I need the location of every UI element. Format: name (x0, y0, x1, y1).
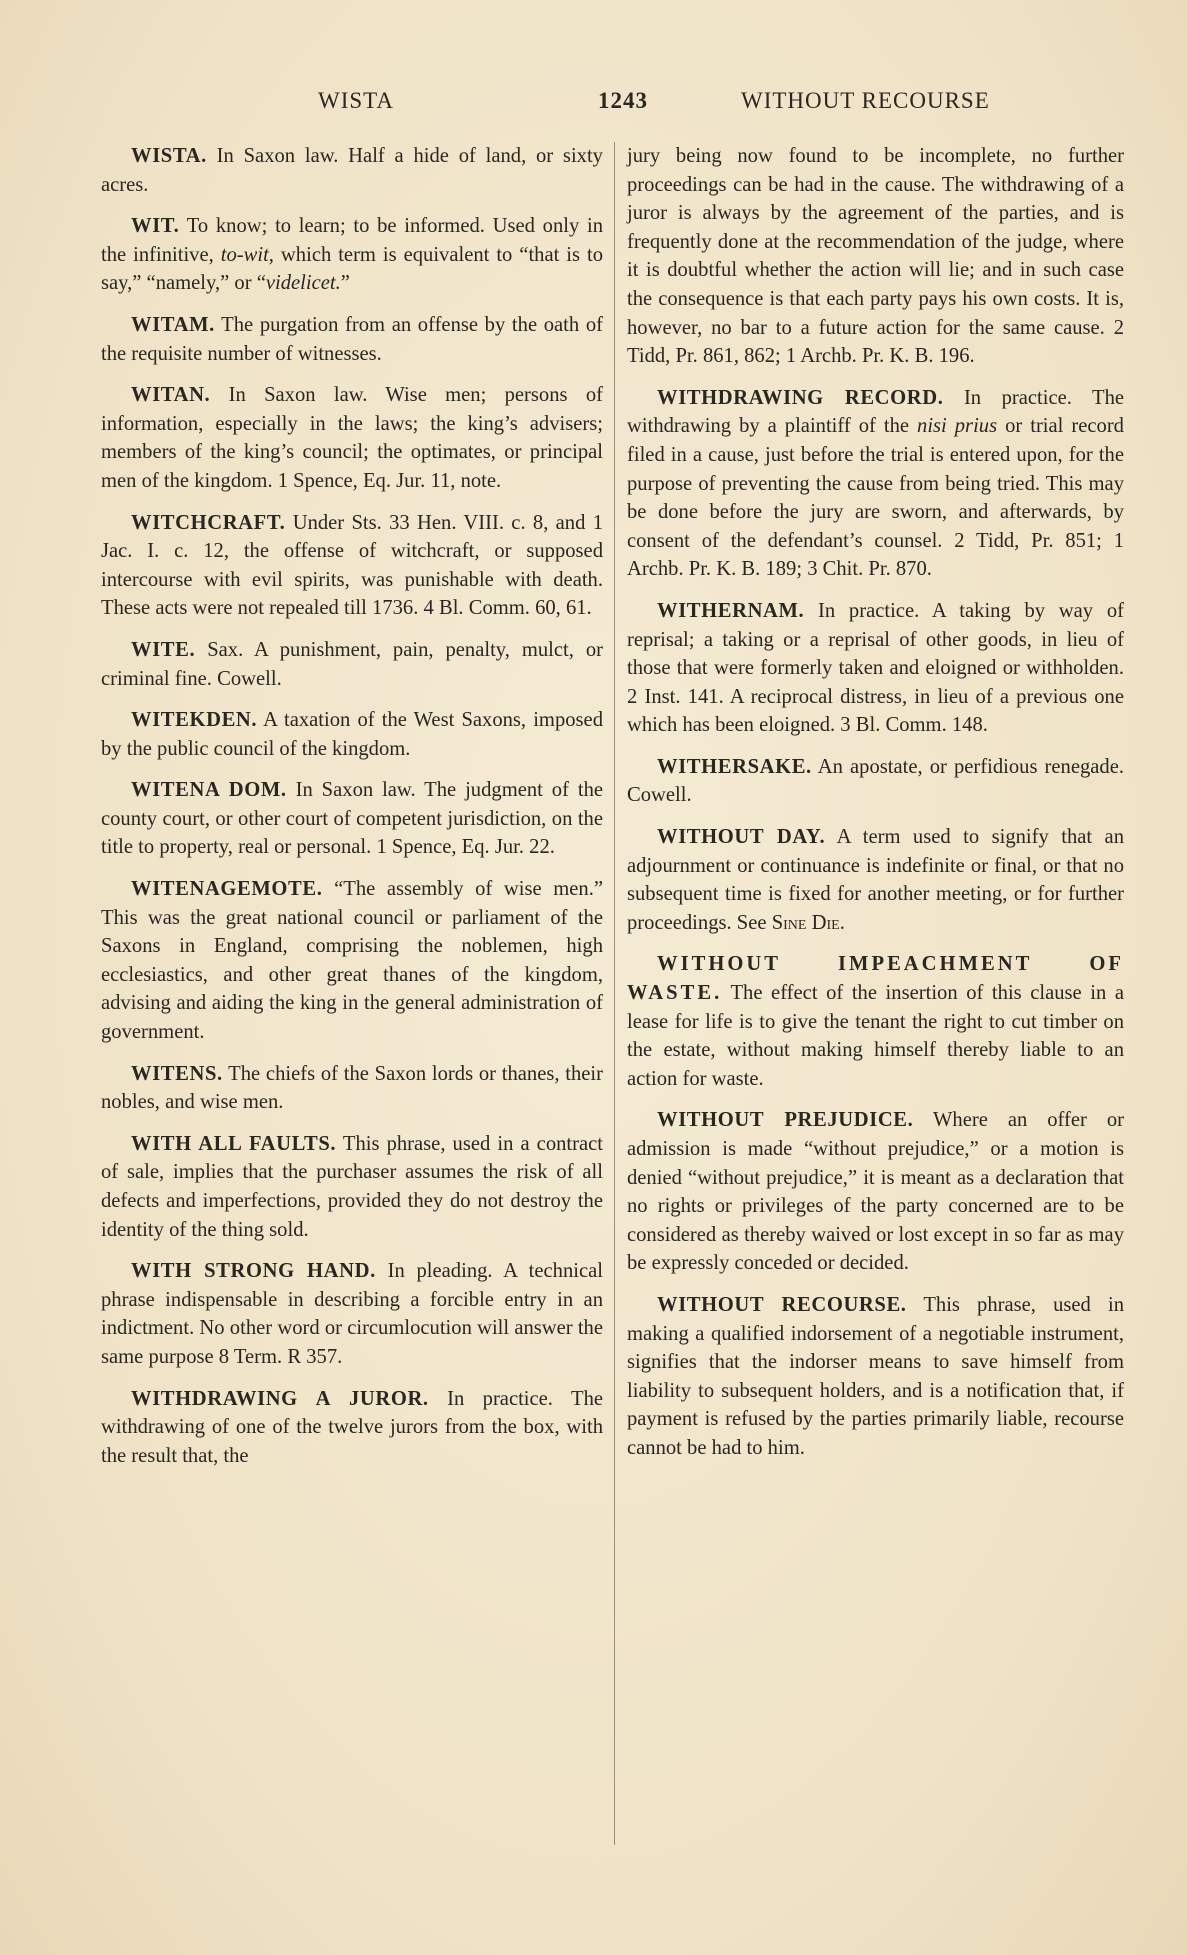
definition: In Saxon law. Wise men; persons of information, especially in the laws; the king’s advisers; members of the king’s council; the optimates, or principal men of the kingdom. 1 Spence, Eq. Jur. 11, note. (101, 384, 603, 492)
entry-without-prejudice (627, 1106, 1124, 1278)
entry-without-impeachment-of-waste (627, 950, 1124, 1093)
entry-witenagemote (101, 875, 603, 1047)
headword: WITHOUT DAY. (657, 826, 826, 849)
definition: In pleading. A technical phrase indispensable in describing a forcible entry in an indictment. No other word or circumlocution will answer the same purpose 8 Term. R 357. (101, 1260, 603, 1368)
definition: A term used to signify that an adjournment or continuance is indefinite or final, or that no subsequent time is fixed for another meeting, or for further proceedings. See (627, 826, 1124, 934)
definition: This phrase, used in making a qualified indorsement of a negotiable instrument, signifies that the indorser means to save himself from liability to subsequent holders, and is a notification that, if payment is refused by the parties primarily liable, recourse cannot be had to him. (627, 1293, 1124, 1459)
entry-withdrawing-a-juror (101, 1385, 603, 1471)
headword: WITENAGEMOTE. (131, 878, 323, 901)
entry-without-day (627, 823, 1124, 937)
headword: WITAN. (131, 384, 211, 407)
definition: This phrase, used in a contract of sale, implies that the purchaser assumes the risk of all defects and imperfections, provided they do not destroy the identity of the thing sold. (101, 1132, 604, 1241)
headword: WISTA. (131, 145, 207, 167)
entry-withdrawing-record (627, 384, 1124, 584)
definition: The chiefs of the Saxon lords or thanes, their nobles, and wise men. (101, 1062, 604, 1114)
headword: WITAM. (131, 313, 215, 336)
entry-wit (101, 212, 603, 298)
headword: WITEKDEN. (131, 709, 258, 732)
definition: In practice. The withdrawing by a plaintiff of the (627, 386, 1125, 438)
definition: Sax. A punishment, pain, penalty, mulct, or criminal fine. Cowell. (101, 638, 603, 690)
definition: which term is equivalent to “that is to say,” “namely,” or “ (101, 243, 603, 295)
left-column (101, 142, 603, 1483)
entry-witena-dom (101, 776, 603, 862)
headword: WITHERSAKE. (657, 755, 812, 778)
headword: WITENS. (131, 1062, 223, 1085)
headword: WITE. (131, 638, 196, 661)
headword: WITHOUT IMPEACHMENT OF WASTE. (627, 953, 1124, 1005)
entry-withersake (627, 753, 1124, 810)
headword: WITH STRONG HAND. (131, 1260, 376, 1283)
page-number: 1243 (598, 88, 648, 113)
definition: A taxation of the West Saxons, imposed by the public council of the kingdom. (101, 709, 603, 760)
headword: WITHDRAWING RECORD. (657, 386, 944, 409)
entry-witens (101, 1060, 603, 1117)
column-divider (614, 142, 615, 1845)
entry-wista (101, 142, 603, 199)
headword: WITH ALL FAULTS. (131, 1132, 337, 1155)
right-column (627, 142, 1124, 1476)
definition-italic: nisi prius (917, 415, 998, 438)
definition: To know; to learn; to be informed. Used only in the infinitive, (101, 215, 603, 266)
headword: WITHOUT PREJUDICE. (657, 1109, 914, 1132)
definition: “The assembly of wise men.” This was the great national council or parliament of the Saxons in England, comprising the noblemen, high ecclesiastics, and other great thanes of the kingdom, advising and aiding the king in the general administration of government. (101, 878, 603, 1044)
entry-witam (101, 311, 603, 368)
definition: jury being now found to be incomplete, no further proceedings can be had in the cause. The withdrawing of a juror is always by the agreement of the parties, and is frequently done at the recommendation of the judge, where it is doubtful whether the action will lie; and in such case the consequence is that each party pays his own costs. It is, however, no bar to a future action for the same cause. 2 Tidd, Pr. 861, 862; 1 Archb. Pr. K. B. 196. (627, 145, 1124, 368)
headword: WITENA DOM. (131, 779, 287, 802)
definition: In practice. A taking by way of reprisal; a taking or a reprisal of other goods, in lieu of those that were formerly taken and eloigned or withholden. 2 Inst. 141. A reciprocal distress, in lieu of a previous one which has been eloigned. 3 Bl. Comm. 148. (627, 599, 1124, 737)
definition-italic: videlicet. (265, 272, 341, 295)
definition: In Saxon law. Half a hide of land, or sixty acres. (101, 145, 603, 196)
definition: or trial record filed in a cause, just before the trial is entered upon, for the purpose of preventing the cause from being tried. This may be done before the jury are sworn, and afterwards, by consent of the defendant’s counsel. 2 Tidd, Pr. 851; 1 Archb. Pr. K. B. 189; 3 Chit. Pr. 870. (627, 415, 1124, 581)
definition: In Saxon law. The judgment of the county court, or other court of competent jurisdiction, on the title to property, real or personal. 1 Spence, Eq. Jur. 22. (101, 779, 604, 859)
definition: In practice. The withdrawing of one of the twelve jurors from the box, with the result that, the (101, 1387, 604, 1467)
definition: The effect of the insertion of this clause in a lease for life is to give the tenant the right to cut timber on the estate, without making himself thereby liable to an action for waste. (627, 982, 1124, 1090)
running-head-right: WITHOUT RECOURSE (741, 88, 990, 113)
definition: The purgation from an offense by the oath of the requisite number of witnesses. (101, 313, 603, 365)
headword: WIT. (131, 215, 180, 238)
definition: . (839, 911, 845, 934)
definition: ” (340, 272, 350, 295)
entry-with-strong-hand (101, 1257, 603, 1371)
definition: An apostate, or perfidious renegade. Cowell. (627, 755, 1125, 807)
entry-withernam (627, 597, 1124, 740)
headword: WITHERNAM. (657, 599, 805, 622)
headword: WITHOUT RECOURSE. (657, 1293, 907, 1316)
running-head (0, 88, 1187, 128)
entry-without-recourse (627, 1291, 1124, 1463)
headword: WITCHCRAFT. (131, 511, 286, 534)
definition: Where an offer or admission is made “without prejudice,” or a motion is denied “without prejudice,” it is meant as a declaration that no rights or privileges of the party concerned are to be considered as thereby waived or lost except in so far as may be expressly conceded or decided. (627, 1109, 1124, 1275)
entry-wite (101, 636, 603, 693)
definition: Under Sts. 33 Hen. VIII. c. 8, and 1 Jac. I. c. 12, the offense of witchcraft, or supposed intercourse with evil spirits, was punishable with death. These acts were not repealed till 1736. 4 Bl. Comm. 60, 61. (101, 511, 603, 620)
entry-witekden (101, 706, 603, 763)
headword: WITHDRAWING A JUROR. (131, 1387, 429, 1410)
entry-with-all-faults (101, 1130, 603, 1244)
entry-witchcraft (101, 509, 603, 623)
entry-withdrawing-a-juror-continued (627, 142, 1124, 371)
cross-reference: Sine Die (771, 911, 840, 934)
entry-witan (101, 381, 603, 495)
running-head-left: WISTA (318, 88, 394, 113)
definition-italic: to-wit, (220, 243, 274, 266)
